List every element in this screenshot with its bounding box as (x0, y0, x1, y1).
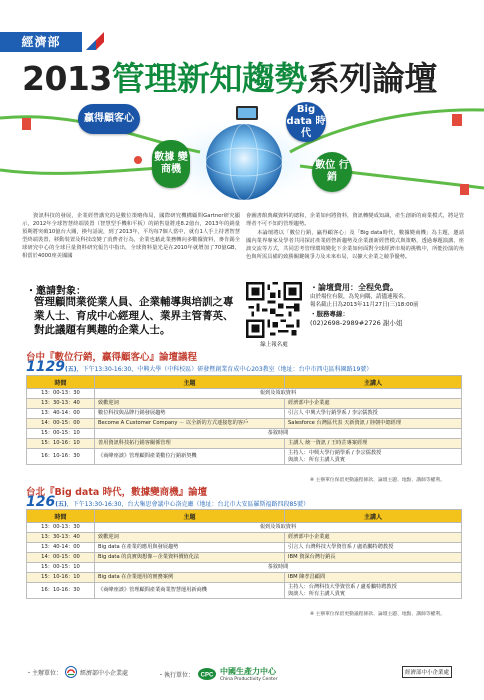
contact-phone[interactable]: (02)2698-2989#2726 謝小姐 (310, 319, 403, 327)
row-time: 13：30-13：40 (27, 399, 95, 409)
session2-agenda-table (26, 509, 462, 599)
row-topic: Big data 在企業運用的實務案例 (95, 573, 285, 583)
session1-date-number: 1129 (26, 359, 65, 375)
svg-text:CPC: CPC (200, 672, 214, 679)
table-row (27, 389, 462, 399)
row-time: 16：10-16：30 (27, 583, 95, 599)
bubble-win-customers: 贏得顧客心 (78, 104, 140, 134)
row-speaker: Salesforce 台灣區代表 天新資訊 / 陸朝中總經理 (285, 419, 462, 429)
row-topic: 報到及領取資料 (95, 389, 462, 399)
table-row (27, 449, 462, 465)
session2-weekday: (五) (55, 501, 67, 508)
footer-executor (158, 666, 278, 682)
row-panelists: 與談人：所有主講人貴賓 (288, 590, 346, 597)
session2-date-number: 126 (26, 494, 56, 510)
page-title (22, 56, 462, 102)
session1-agenda-table (26, 375, 462, 465)
contact-title: ・服務專線： (310, 310, 349, 318)
table-row (27, 573, 462, 583)
row-host: 主持人：中興大學行銷學系 / 李宗儒教授 (288, 450, 382, 456)
row-time: 15：10-16：10 (27, 573, 95, 583)
row-topic: 茶敘時間 (95, 563, 462, 573)
session1-weekday: (五) (64, 366, 77, 373)
row-time: 13：40-14：00 (27, 543, 95, 553)
row-time: 15：00-15：10 (27, 429, 95, 439)
row-host: 主持人：台灣科技大學資管系 / 盧希鵬特聘教授 (288, 584, 397, 590)
row-time: 13：40-14：00 (27, 409, 95, 419)
table-row (27, 563, 462, 573)
row-topic: 致歡迎詞 (95, 533, 285, 543)
table-row (27, 543, 462, 553)
ministry-logo-icon (84, 30, 106, 52)
row-speaker: IBM 陳孝昌顧問 (285, 573, 462, 583)
organizer-label: ・主辦單位： (26, 669, 63, 677)
hero-banner (0, 100, 484, 208)
table-row (27, 583, 462, 599)
col-header-topic: 主題 (95, 376, 285, 389)
row-speaker: 經濟部中小企業處 (285, 533, 462, 543)
session1-note: ※ 主辦單位保留更動議程條款、論壇主題、地點、講師等權利。 (310, 478, 446, 483)
session2-note: ※ 主辦單位保留更動議程條款、論壇主題、地點、講師等權利。 (310, 612, 446, 617)
row-time: 13：30-13：40 (27, 533, 95, 543)
table-row (27, 399, 462, 409)
target-audience-text: 管理顧問業從業人員、企業輔導與培訓之專業人士、育成中心經理人、業界主管菁英、對此議題有興趣的企業人士。 (34, 296, 234, 336)
row-time: 15：00-15：10 (27, 563, 95, 573)
intro-paragraph-3: 本論壇將以「數位行銷，贏得顧客心」及「Big data時代，數據變商機」為主題，邀請國內業界專家及學者共同探討產業經營新趨勢及企業創新經營模式與策略，透過專題演講、座談交流等方式，共同思考管理環境變化下企業如何面對全球經濟市場的挑戰中，所能扮演的角色與所需具備的致勝關鍵競爭力及未來布局，以擴大企業之競爭優勢。 (246, 230, 464, 260)
title-highlight: 管理新知趨勢 (111, 59, 307, 98)
row-panelists: 與談人：所有主講人貴賓 (288, 456, 346, 463)
executor-label: ・執行單位： (158, 671, 195, 679)
title-year: 2013 (22, 59, 112, 98)
row-topic: 致歡迎詞 (95, 399, 285, 409)
col-header-time: 時間 (27, 510, 95, 523)
row-topic: 茶敘時間 (95, 429, 462, 439)
row-time: 13：00-13：30 (27, 389, 95, 399)
table-row (27, 419, 462, 429)
session1-title: 台中『數位行銷，贏得顧客心』論壇議程 (26, 352, 198, 363)
table-row (27, 523, 462, 533)
target-audience-title: ・邀請對象： (26, 286, 86, 297)
row-topic: Big data 的真實與想像－企業資料價值化法 (95, 553, 285, 563)
row-topic: 數位科技與品牌行銷發展趨勢 (95, 409, 285, 419)
col-header-speaker: 主講人 (285, 510, 462, 523)
session2-date (26, 494, 309, 510)
col-header-time: 時間 (27, 376, 95, 389)
cpc-logo-icon (197, 667, 217, 681)
sme-logo-icon (65, 666, 77, 678)
row-speaker (285, 583, 462, 599)
row-topic: Become A Customer Company － 以全新的方式連接您的客戶 (95, 419, 285, 429)
bubble-data-to-business: 數據 變 商機 (152, 140, 190, 188)
footer-badge: 經濟部中小企業處 (402, 666, 452, 678)
cpc-name-block (220, 666, 278, 682)
organizer-name: 經濟部中小企業處 (80, 669, 129, 677)
row-time: 15：10-16：10 (27, 439, 95, 449)
qr-code-icon[interactable] (246, 282, 302, 338)
table-row (27, 439, 462, 449)
table-row (27, 533, 462, 543)
row-speaker (285, 449, 462, 465)
col-header-speaker: 主講人 (285, 376, 462, 389)
row-time: 13：00-13：30 (27, 523, 95, 533)
registration-note: 由於場位有限，為免向隅，請儘速報名。 (310, 294, 410, 300)
row-topic: 善用資訊科技拓行銷客關係管理 (95, 439, 285, 449)
intro-right-column (246, 212, 464, 262)
intro-paragraph-1: 資訊科技的發展，企業經營講究的是數位策略佈局，國際研究機構顧問Gartner研究顯示，2012年全球智慧終端裝置（智慧型手機和平板）的銷售量將達8.2億台，2013年的銷量預期將突破10億台大關，換句話說，到了2013年，平均每7個人當中，就有1人手上持著智慧型終端裝置，移動裝置及科技改變了消費者行為，企業也藉此業務轉向多數據資料，麥肯錫全球研究中心的全球巨量資料研究報告中指出，全球資料量光是在2010年就增加了70億GB，相當於4000座美國國 (22, 213, 240, 259)
row-speaker: 經濟部中小企業處 (285, 399, 462, 409)
row-speaker: 主講人 統一資訊 / 王時芷專案經理 (285, 439, 462, 449)
footer-organizer (26, 666, 128, 678)
intro-paragraph-2: 會圖書館典藏資料的總和，企業如何將資料，資訊轉變成知識，產生創新的商業模式，將是管理者不可不知的管理趨勢。 (246, 213, 464, 227)
row-speaker: IBM 資深台灣行銷長 (285, 553, 462, 563)
ministry-label: 經濟部 (0, 32, 82, 52)
cpc-name-en: China Productivity Center (220, 677, 278, 682)
col-header-topic: 主題 (95, 510, 285, 523)
table-row (27, 409, 462, 419)
registration-deadline: 報名截止日為2013年11月27日(三)18:00前 (310, 302, 419, 308)
session2-details: ，下午13:30-16:30，台大集思會議中心洛克廳（地址：台北市大安區羅斯福路四段85號） (66, 501, 310, 508)
session1-date (26, 359, 372, 375)
table-row (27, 429, 462, 439)
globe-network-illustration (0, 100, 484, 208)
row-topic: 報到及領取資料 (95, 523, 462, 533)
row-time: 14：00-15：00 (27, 419, 95, 429)
bubble-digital-marketing: 數位 行銷 (312, 152, 352, 192)
session2-title: 台北『Big data 時代，數據變商機』論壇 (26, 487, 208, 498)
row-time: 14：00-15：00 (27, 553, 95, 563)
table-row (27, 553, 462, 563)
qr-caption: 線上報名處 (260, 342, 288, 348)
row-speaker: 引言人 中興大學行銷學系 / 李宗儒教授 (285, 409, 462, 419)
row-time: 16：10-16：30 (27, 449, 95, 465)
title-rest: 系列論壇 (306, 59, 437, 98)
cpc-name: 中國生產力中心 (220, 667, 277, 676)
row-topic: 《商峰座談》管理顧問產業數位行銷新契機 (95, 449, 285, 465)
registration-info (310, 283, 470, 327)
row-topic: Big data 在產業的應用與發展趨勢 (95, 543, 285, 553)
bubble-big-data: Big data 時代 (286, 102, 326, 142)
row-speaker: 引言人 台灣科技大學資管系 / 盧希鵬特聘教授 (285, 543, 462, 553)
intro-left-column (22, 212, 240, 261)
session1-details: ，下午13:30-16:30，中興大學（中科校區）研發暨創業育成中心203教室（地址：台中市西屯區科園路19號） (76, 366, 373, 373)
row-topic: 《商峰座談》管理顧問產業商業智慧運用新商機 (95, 583, 285, 599)
fee-title: ・論壇費用：全程免費。 (310, 283, 398, 292)
